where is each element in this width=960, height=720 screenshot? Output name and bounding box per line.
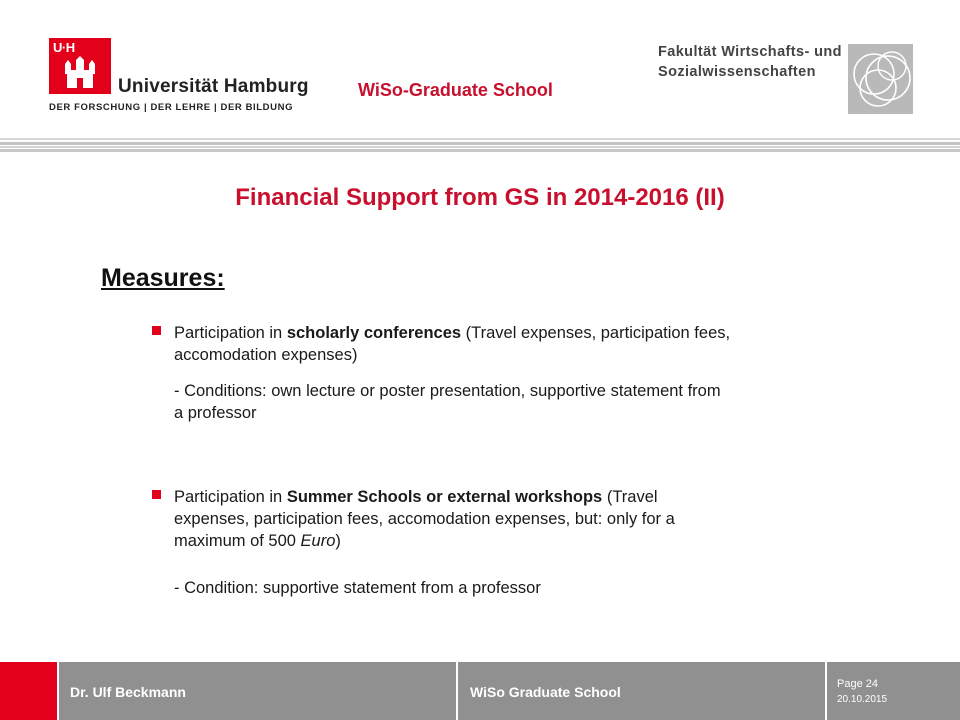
page-date: 20.10.2015	[837, 694, 888, 705]
faculty-logo	[848, 44, 913, 114]
header-divider-stripe	[0, 142, 960, 145]
university-name: Universität Hamburg	[118, 76, 309, 97]
header-divider-stripe	[0, 146, 960, 148]
bullet-line: expenses, participation fees, accomodation expenses, but: only for a	[174, 510, 675, 528]
footer-red-block	[0, 662, 57, 720]
faculty-line-2: Sozialwissenschaften	[658, 64, 816, 80]
faculty-circles-icon	[848, 44, 913, 114]
footer-author: Dr. Ulf Beckmann	[70, 684, 186, 700]
uhh-logo-letters: U·H	[53, 40, 75, 55]
faculty-name	[658, 42, 842, 82]
condition-text	[174, 577, 541, 599]
uhh-logo	[49, 38, 111, 94]
footer-divider	[57, 662, 59, 720]
bullet-icon	[152, 326, 161, 335]
bullet-item-conferences	[174, 322, 730, 366]
bullet-bold-text: Summer Schools or external workshops	[286, 488, 603, 506]
slide-title: Financial Support from GS in 2014-2016 (II)	[235, 184, 725, 211]
bullet-line: accomodation expenses)	[174, 346, 358, 364]
bullet-icon	[152, 490, 161, 499]
bullet-line: Participation in Summer Schools or external workshops (Travel	[174, 488, 658, 506]
page-number: Page 24	[837, 678, 878, 690]
hamburg-castle-icon	[63, 56, 97, 90]
university-slogan: DER FORSCHUNG | DER LEHRE | DER BILDUNG	[49, 102, 294, 113]
condition-line: - Conditions: own lecture or poster presentation, supportive statement from	[174, 382, 721, 400]
bullet-line: maximum of 500 Euro)	[174, 532, 341, 550]
condition-text	[174, 380, 721, 424]
section-heading: Measures:	[101, 264, 225, 292]
bullet-item-summer-schools	[174, 486, 675, 552]
footer-school: WiSo Graduate School	[470, 684, 621, 700]
header-divider-stripe	[0, 149, 960, 152]
bullet-line: Participation in scholarly conferences (Travel expenses, participation fees,	[174, 324, 731, 342]
condition-line: a professor	[174, 404, 257, 422]
faculty-line-1: Fakultät Wirtschafts- und	[658, 44, 842, 60]
bullet-bold-text: scholarly conferences	[286, 324, 462, 342]
footer-divider	[825, 662, 827, 720]
header-school-name: WiSo-Graduate School	[358, 80, 553, 100]
footer-divider	[456, 662, 458, 720]
condition-line: - Condition: supportive statement from a professor	[174, 579, 541, 597]
header-divider-stripe	[0, 138, 960, 140]
